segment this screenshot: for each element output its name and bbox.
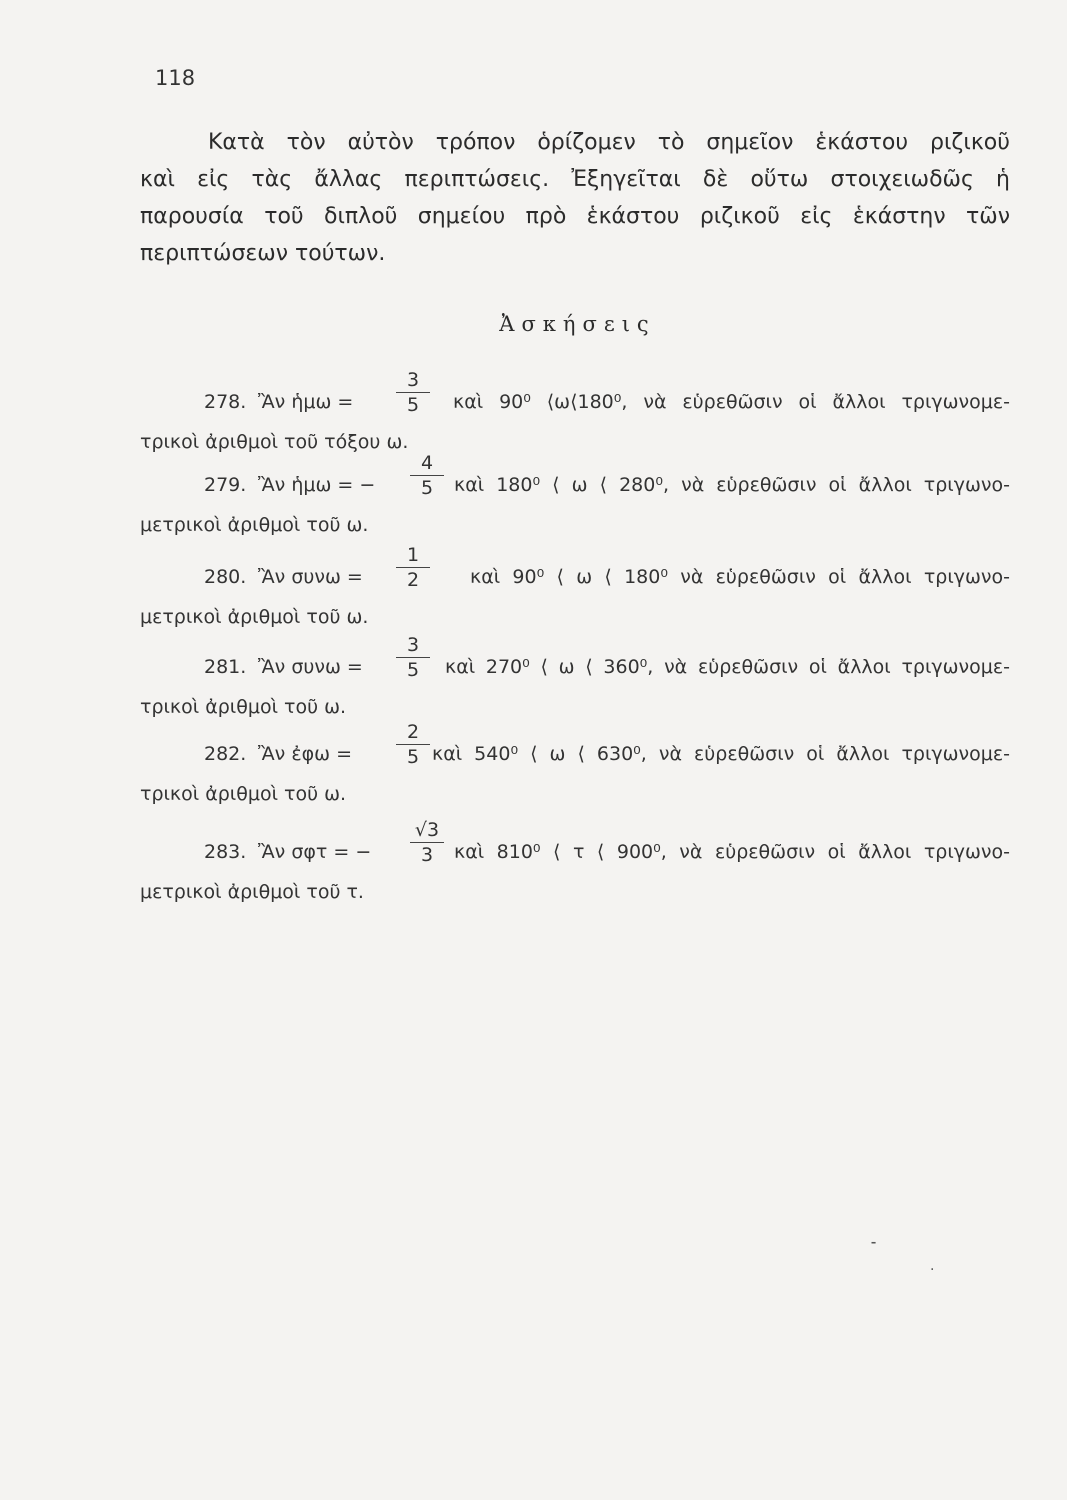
scan-speck: ⁃ xyxy=(870,1236,877,1252)
exercise-continuation: τρικοὶ ἀριθμοὶ τοῦ τόξου ω. xyxy=(140,431,409,453)
fraction xyxy=(410,452,444,499)
intro-line: περιπτώσεων τούτων. xyxy=(140,241,386,266)
exercise-text: καὶ 270⁰ ⟨ ω ⟨ 360⁰, νὰ εὑρεθῶσιν οἱ ἄλλοι τριγωνομε- xyxy=(445,656,1010,678)
exercise-condition: Ἂν ἐφω = xyxy=(258,743,352,765)
fraction-bar xyxy=(396,392,430,393)
exercise-283 xyxy=(140,819,1010,903)
fraction-denominator: 2 xyxy=(406,569,420,591)
fraction xyxy=(396,634,430,681)
fraction-denominator: 5 xyxy=(406,394,420,416)
fraction-denominator: 5 xyxy=(406,746,420,768)
intro-line: παρουσία τοῦ διπλοῦ σημείου πρὸ ἑκάστου ριζικοῦ εἰς ἑκάστην τῶν xyxy=(140,204,1010,229)
exercise-condition: Ἂν συνω = xyxy=(258,566,363,588)
fraction-bar xyxy=(396,744,430,745)
exercise-278 xyxy=(140,369,1010,453)
exercise-continuation: μετρικοὶ ἀριθμοὶ τοῦ τ. xyxy=(140,881,364,903)
exercise-condition: Ἂν σφτ = − xyxy=(258,841,372,863)
fraction-bar xyxy=(396,567,430,568)
exercise-text: καὶ 90⁰ ⟨ ω ⟨ 180⁰ νὰ εὑρεθῶσιν οἱ ἄλλοι τριγωνο- xyxy=(470,566,1010,588)
exercise-280 xyxy=(140,544,1010,628)
fraction-bar xyxy=(410,842,444,843)
fraction-bar xyxy=(396,657,430,658)
exercise-number: 282. xyxy=(204,743,247,765)
exercise-text: καὶ 540⁰ ⟨ ω ⟨ 630⁰, νὰ εὑρεθῶσιν οἱ ἄλλοι τριγωνομε- xyxy=(432,743,1010,765)
fraction-numerator: 2 xyxy=(406,721,420,743)
scan-speck: · xyxy=(930,1262,935,1278)
fraction xyxy=(396,369,430,416)
intro-line: Κατὰ τὸν αὐτὸν τρόπον ὁρίζομεν τὸ σημεῖον ἑκάστου ριζικοῦ xyxy=(208,130,1010,155)
exercise-condition: Ἂν συνω = xyxy=(258,656,363,678)
exercise-condition: Ἂν ἡμω = xyxy=(258,391,354,413)
fraction xyxy=(410,819,444,866)
page-number: 118 xyxy=(155,66,196,90)
exercise-number: 280. xyxy=(204,566,247,588)
fraction-numerator: 3 xyxy=(406,634,420,656)
intro-paragraph xyxy=(140,124,1010,272)
exercise-continuation: τρικοὶ ἀριθμοὶ τοῦ ω. xyxy=(140,783,347,805)
exercise-text: καὶ 180⁰ ⟨ ω ⟨ 280⁰, νὰ εὑρεθῶσιν οἱ ἄλλοι τριγωνο- xyxy=(454,474,1010,496)
section-heading: Ἀσκήσεις xyxy=(499,312,656,336)
exercise-text: καὶ 810⁰ ⟨ τ ⟨ 900⁰, νὰ εὑρεθῶσιν οἱ ἄλλοι τριγωνο- xyxy=(454,841,1010,863)
intro-line: καὶ εἰς τὰς ἄλλας περιπτώσεις. Ἐξηγεῖται δὲ οὕτω στοιχειωδῶς ἡ xyxy=(140,167,1010,192)
exercise-281 xyxy=(140,634,1010,718)
fraction-denominator: 5 xyxy=(406,659,420,681)
exercise-condition: Ἂν ἡμω = − xyxy=(258,474,376,496)
fraction-numerator: 1 xyxy=(406,544,420,566)
exercise-number: 281. xyxy=(204,656,247,678)
fraction xyxy=(396,721,430,768)
exercise-continuation: μετρικοὶ ἀριθμοὶ τοῦ ω. xyxy=(140,606,369,628)
exercise-number: 283. xyxy=(204,841,247,863)
fraction-bar xyxy=(410,475,444,476)
exercise-282 xyxy=(140,721,1010,805)
fraction-numerator: 3 xyxy=(406,369,420,391)
fraction-denominator: 3 xyxy=(420,844,434,866)
exercise-number: 279. xyxy=(204,474,247,496)
fraction-numerator: 4 xyxy=(420,452,434,474)
fraction xyxy=(396,544,430,591)
exercise-continuation: μετρικοὶ ἀριθμοὶ τοῦ ω. xyxy=(140,514,369,536)
exercise-continuation: τρικοὶ ἀριθμοὶ τοῦ ω. xyxy=(140,696,347,718)
exercise-number: 278. xyxy=(204,391,247,413)
exercise-text: καὶ 90⁰ ⟨ω⟨180⁰, νὰ εὑρεθῶσιν οἱ ἄλλοι τριγωνομε- xyxy=(453,391,1010,413)
fraction-numerator: √3 xyxy=(414,819,440,841)
fraction-denominator: 5 xyxy=(420,477,434,499)
exercise-279 xyxy=(140,452,1010,536)
